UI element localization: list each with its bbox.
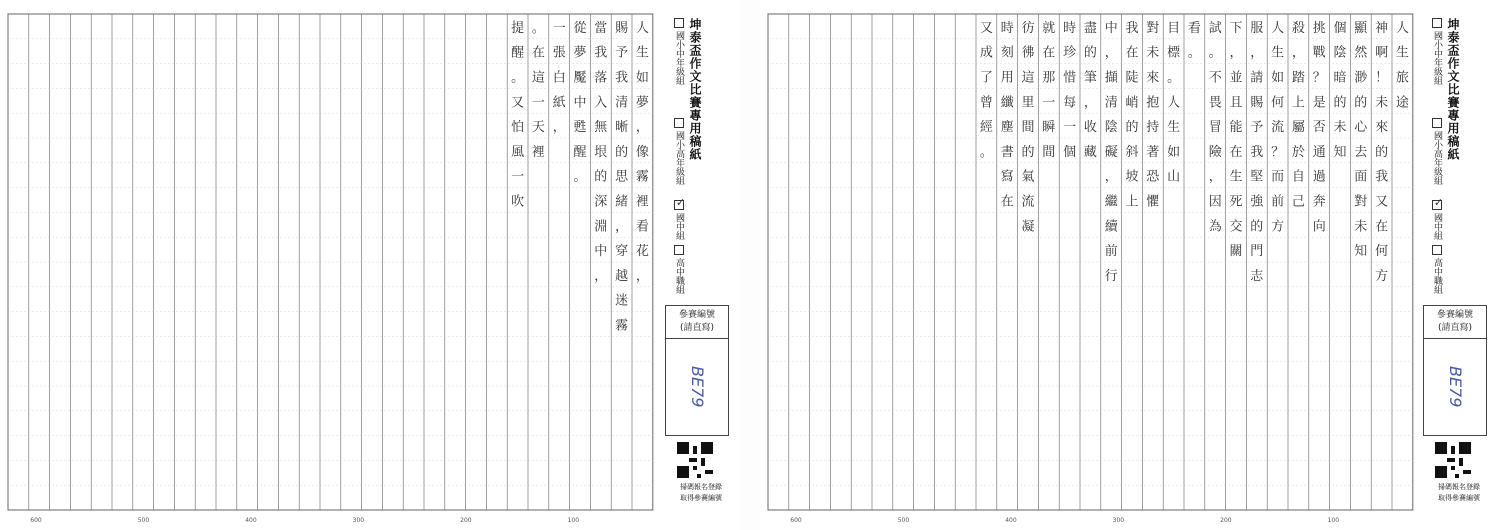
- checkbox-icon[interactable]: [1432, 118, 1442, 128]
- handwritten-char: 的: [1250, 219, 1264, 235]
- handwritten-char: 曾: [979, 95, 993, 111]
- handwritten-char: 迷: [615, 293, 629, 309]
- handwritten-char: 這: [531, 70, 545, 86]
- handwritten-char: 予: [1250, 120, 1264, 136]
- handwritten-char: ，: [635, 268, 649, 284]
- handwritten-char: 堅: [1250, 169, 1264, 185]
- handwritten-char: 時: [1000, 20, 1014, 36]
- option-middle-school[interactable]: ✓國中組: [673, 200, 686, 240]
- handwritten-char: 塵: [1000, 120, 1014, 136]
- handwritten-char: 予: [615, 45, 629, 61]
- handwritten-char: 甦: [573, 120, 587, 136]
- character-count-tick: 300: [352, 517, 365, 524]
- handwritten-char: 持: [1146, 120, 1160, 136]
- entry-number-label: 參賽編號: [678, 310, 715, 320]
- handwritten-char: 對: [1146, 20, 1160, 36]
- handwritten-char: 經: [979, 120, 993, 136]
- handwritten-char: 從: [573, 20, 587, 36]
- handwritten-char: 天: [531, 120, 545, 136]
- handwritten-char: 裡: [531, 144, 545, 160]
- handwritten-char: 的: [1375, 144, 1389, 160]
- handwritten-char: 像: [635, 144, 649, 160]
- character-count-tick: 500: [137, 517, 150, 524]
- handwritten-char: 交: [1229, 219, 1243, 235]
- handwritten-char: 一: [552, 20, 566, 36]
- handwritten-char: 。: [979, 144, 993, 160]
- handwritten-char: 是: [1312, 95, 1326, 111]
- handwritten-char: 又: [1375, 194, 1389, 210]
- handwritten-char: 氣: [1021, 169, 1035, 185]
- handwritten-char: ，: [635, 120, 649, 136]
- handwritten-char: 如: [635, 70, 649, 86]
- handwritten-char: 人: [1271, 20, 1285, 36]
- handwritten-char: 寫: [1000, 169, 1014, 185]
- handwritten-char: ？: [1312, 70, 1326, 86]
- handwritten-char: 魘: [573, 70, 587, 86]
- handwritten-char: 著: [1146, 144, 1160, 160]
- handwritten-char: 中: [594, 244, 608, 260]
- handwritten-char: 書: [1000, 144, 1014, 160]
- handwritten-char: 未: [1333, 120, 1347, 136]
- qr-code-icon: [677, 442, 713, 478]
- entry-number-hint: (請直寫): [1437, 323, 1473, 333]
- handwritten-char: 刻: [1000, 45, 1014, 61]
- handwritten-char: 就: [1042, 20, 1056, 36]
- handwritten-char: 死: [1229, 194, 1243, 210]
- option-junior-high[interactable]: 國小高年級組: [673, 118, 686, 185]
- checkbox-icon[interactable]: [674, 245, 684, 255]
- handwritten-char: 的: [1125, 120, 1139, 136]
- writing-grid-right: [760, 0, 1423, 530]
- handwritten-char: 落: [594, 70, 608, 86]
- handwritten-char: 一: [1042, 95, 1056, 111]
- handwritten-char: 霧: [635, 169, 649, 185]
- handwritten-char: 殺: [1291, 20, 1305, 36]
- handwritten-char: 畏: [1208, 95, 1222, 111]
- handwritten-char: 看: [635, 219, 649, 235]
- entry-number-box: [1423, 305, 1487, 436]
- handwritten-char: 踏: [1291, 70, 1305, 86]
- handwritten-char: 的: [1021, 144, 1035, 160]
- handwritten-char: 方: [1271, 219, 1285, 235]
- handwritten-char: 知: [1333, 144, 1347, 160]
- handwritten-char: 來: [1146, 70, 1160, 86]
- handwritten-char: 屬: [1291, 120, 1305, 136]
- handwritten-char: 淵: [594, 219, 608, 235]
- handwritten-char: 目: [1167, 20, 1181, 36]
- handwritten-char: 挑: [1312, 20, 1326, 36]
- handwritten-char: 未: [1354, 219, 1368, 235]
- handwritten-char: 向: [1312, 219, 1326, 235]
- form-title: 坤泰盃作文比賽專用稿紙: [1446, 18, 1460, 161]
- handwritten-char: 用: [1000, 70, 1014, 86]
- handwritten-char: 生: [1229, 169, 1243, 185]
- character-count-tick: 400: [1005, 517, 1017, 524]
- handwritten-char: 於: [1291, 144, 1305, 160]
- handwritten-char: 戰: [1312, 45, 1326, 61]
- handwritten-char: 我: [615, 70, 629, 86]
- handwritten-char: 。: [1187, 45, 1201, 61]
- handwritten-char: 花: [635, 244, 649, 260]
- handwritten-char: 流: [1021, 194, 1035, 210]
- handwritten-char: 的: [1354, 95, 1368, 111]
- handwritten-char: 中: [573, 95, 587, 111]
- handwritten-char: 渺: [1354, 70, 1368, 86]
- entry-number-value: BE79: [688, 366, 707, 408]
- handwritten-char: 陰: [1104, 120, 1118, 136]
- handwritten-char: 個: [1333, 20, 1347, 36]
- qr-caption: 掃碼報名登錄 取得參賽編號: [680, 483, 722, 502]
- writing-grid-left: [0, 0, 665, 530]
- handwritten-char: 面: [1354, 169, 1368, 185]
- character-count-tick: 500: [897, 517, 910, 524]
- page-gutter: [740, 0, 760, 530]
- handwritten-char: ，: [615, 219, 629, 235]
- handwritten-char: 夢: [573, 45, 587, 61]
- handwritten-char: 生: [1395, 45, 1409, 61]
- handwritten-char: 能: [1229, 120, 1243, 136]
- handwritten-char: 霧: [615, 318, 629, 334]
- handwritten-char: ，: [594, 268, 608, 284]
- handwritten-char: 門: [1250, 244, 1264, 260]
- handwritten-char: 。: [531, 20, 545, 36]
- handwritten-char: 看: [1187, 20, 1201, 36]
- handwritten-char: 人: [1395, 20, 1409, 36]
- handwritten-char: 標: [1167, 45, 1181, 61]
- handwritten-char: 在: [1375, 219, 1389, 235]
- handwritten-char: 山: [1167, 169, 1181, 185]
- handwritten-char: 如: [1167, 144, 1181, 160]
- handwritten-char: 彿: [1021, 45, 1035, 61]
- handwritten-char: 強: [1250, 194, 1264, 210]
- handwritten-char: ！: [1375, 70, 1389, 86]
- handwritten-char: 藏: [1083, 144, 1097, 160]
- handwritten-char: 並: [1229, 70, 1243, 86]
- handwritten-char: 通: [1312, 144, 1326, 160]
- handwritten-char: 下: [1229, 20, 1243, 36]
- handwritten-char: 中: [1104, 20, 1118, 36]
- handwritten-char: 間: [1042, 144, 1056, 160]
- handwritten-char: 奔: [1312, 194, 1326, 210]
- handwritten-char: 己: [1291, 194, 1305, 210]
- handwritten-char: 時: [1063, 20, 1077, 36]
- handwritten-char: 關: [1229, 244, 1243, 260]
- handwritten-char: 間: [1021, 120, 1035, 136]
- handwritten-char: 啊: [1375, 45, 1389, 61]
- handwritten-char: 夢: [635, 95, 649, 111]
- entry-number-hint: (請直寫): [679, 323, 715, 333]
- handwritten-char: 繼: [1104, 194, 1118, 210]
- handwritten-char: 知: [1354, 244, 1368, 260]
- option-junior-high[interactable]: 國小高年級組: [1431, 118, 1444, 185]
- handwritten-char: 彷: [1021, 20, 1035, 36]
- option-high-school[interactable]: 高中職組: [673, 245, 686, 294]
- handwritten-char: 前: [1104, 244, 1118, 260]
- handwritten-char: 續: [1104, 219, 1118, 235]
- handwritten-char: 恐: [1146, 169, 1160, 185]
- handwritten-char: ，: [1291, 45, 1305, 61]
- handwritten-char: 又: [979, 20, 993, 36]
- checkbox-checked-icon[interactable]: [1432, 200, 1442, 210]
- handwritten-char: 穿: [615, 244, 629, 260]
- handwritten-char: 。: [511, 70, 525, 86]
- form-sidebar-right: [1423, 10, 1493, 525]
- handwritten-char: 試: [1208, 20, 1222, 36]
- handwritten-char: 珍: [1063, 45, 1077, 61]
- handwritten-char: 清: [1104, 95, 1118, 111]
- character-count-tick: 300: [1112, 517, 1125, 524]
- option-junior-mid[interactable]: 國小中年級組: [673, 18, 686, 85]
- handwritten-char: 入: [594, 95, 608, 111]
- character-count-tick: 400: [245, 517, 257, 524]
- handwritten-char: 在: [1000, 194, 1014, 210]
- handwritten-char: 在: [1042, 45, 1056, 61]
- handwritten-char: 惜: [1063, 70, 1077, 86]
- handwritten-char: 峭: [1125, 95, 1139, 111]
- handwritten-char: 斜: [1125, 144, 1139, 160]
- handwritten-char: 方: [1375, 268, 1389, 284]
- handwritten-char: 且: [1229, 95, 1243, 111]
- handwritten-char: ，: [1104, 169, 1118, 185]
- handwritten-char: 一: [1063, 120, 1077, 136]
- handwritten-char: 不: [1208, 70, 1222, 86]
- handwritten-char: 冒: [1208, 120, 1222, 136]
- handwritten-char: 志: [1250, 268, 1264, 284]
- handwritten-char: 了: [979, 70, 993, 86]
- character-count-tick: 100: [567, 517, 580, 524]
- handwritten-char: 因: [1208, 194, 1222, 210]
- character-count-tick: 200: [1220, 517, 1232, 524]
- checkbox-icon[interactable]: [1432, 245, 1442, 255]
- handwritten-char: 凝: [1021, 219, 1035, 235]
- handwritten-char: 垠: [594, 144, 608, 160]
- handwritten-char: 流: [1271, 120, 1285, 136]
- handwritten-char: 的: [1333, 95, 1347, 111]
- handwritten-char: 緒: [615, 194, 629, 210]
- handwritten-char: 人: [1167, 95, 1181, 111]
- entry-number-label: 參賽編號: [1436, 310, 1473, 320]
- handwritten-char: 又: [511, 95, 525, 111]
- character-count-tick: 100: [1327, 517, 1340, 524]
- handwritten-char: 生: [635, 45, 649, 61]
- handwritten-char: 收: [1083, 120, 1097, 136]
- option-high-school[interactable]: 高中職組: [1431, 245, 1444, 294]
- handwritten-char: 我: [1375, 169, 1389, 185]
- handwritten-char: 我: [1250, 144, 1264, 160]
- handwritten-char: 如: [1271, 70, 1285, 86]
- handwritten-char: 神: [1375, 20, 1389, 36]
- handwritten-char: 的: [1083, 45, 1097, 61]
- handwritten-char: ？: [1271, 144, 1285, 160]
- handwritten-char: ，: [552, 120, 566, 136]
- handwritten-char: 怕: [511, 120, 525, 136]
- handwritten-char: ，: [1229, 45, 1243, 61]
- handwritten-char: 越: [615, 268, 629, 284]
- handwritten-char: 請: [1250, 70, 1264, 86]
- handwritten-char: 抱: [1146, 95, 1160, 111]
- handwritten-char: 張: [552, 45, 566, 61]
- handwritten-char: 我: [594, 45, 608, 61]
- composition-sheet-left: [0, 0, 740, 530]
- handwritten-char: 筆: [1083, 70, 1097, 86]
- entry-number-box: [665, 305, 729, 436]
- checkbox-icon[interactable]: [674, 18, 684, 28]
- handwritten-char: 那: [1042, 70, 1056, 86]
- handwritten-char: 前: [1271, 194, 1285, 210]
- handwritten-char: 去: [1354, 144, 1368, 160]
- qr-code-icon: [1435, 442, 1471, 478]
- handwritten-char: 無: [594, 120, 608, 136]
- handwritten-char: 在: [1125, 45, 1139, 61]
- handwritten-char: 擷: [1104, 70, 1118, 86]
- handwritten-char: 服: [1250, 20, 1264, 36]
- handwritten-char: 生: [1271, 45, 1285, 61]
- handwritten-char: 纖: [1000, 95, 1014, 111]
- checkbox-icon[interactable]: [674, 118, 684, 128]
- handwritten-char: 清: [615, 95, 629, 111]
- handwritten-char: 旅: [1395, 70, 1409, 86]
- handwritten-char: ，: [1208, 169, 1222, 185]
- handwritten-char: 風: [511, 144, 525, 160]
- handwritten-char: 險: [1208, 144, 1222, 160]
- handwritten-char: 醒: [511, 45, 525, 61]
- handwritten-char: 在: [531, 45, 545, 61]
- handwritten-char: ，: [1104, 45, 1118, 61]
- handwritten-char: 而: [1271, 169, 1285, 185]
- handwritten-char: 賜: [615, 20, 629, 36]
- handwritten-char: 成: [979, 45, 993, 61]
- handwritten-char: 為: [1208, 219, 1222, 235]
- handwritten-char: 個: [1063, 144, 1077, 160]
- handwritten-char: 當: [594, 20, 608, 36]
- handwritten-char: 在: [1229, 144, 1243, 160]
- handwritten-char: 陰: [1333, 45, 1347, 61]
- handwritten-char: 一: [511, 169, 525, 185]
- handwritten-char: 未: [1146, 45, 1160, 61]
- option-middle-school[interactable]: ✓國中組: [1431, 200, 1444, 240]
- composition-sheet-right: [760, 0, 1500, 530]
- handwritten-char: 白: [552, 70, 566, 86]
- handwritten-char: ，: [1083, 95, 1097, 111]
- handwritten-char: 賜: [1250, 95, 1264, 111]
- handwritten-char: 。: [1208, 45, 1222, 61]
- form-title: 坤泰盃作文比賽專用稿紙: [688, 18, 702, 161]
- handwritten-char: 來: [1375, 120, 1389, 136]
- handwritten-char: 暗: [1333, 70, 1347, 86]
- handwritten-char: 然: [1354, 45, 1368, 61]
- handwritten-char: 瞬: [1042, 120, 1056, 136]
- handwritten-char: 生: [1167, 120, 1181, 136]
- handwritten-char: 途: [1395, 95, 1409, 111]
- handwritten-char: 否: [1312, 120, 1326, 136]
- handwritten-char: 懼: [1146, 194, 1160, 210]
- entry-number-value: BE79: [1446, 366, 1465, 408]
- handwritten-char: 何: [1375, 244, 1389, 260]
- handwritten-char: 陡: [1125, 70, 1139, 86]
- handwritten-char: ，: [1250, 45, 1264, 61]
- handwritten-char: 。: [1167, 70, 1181, 86]
- handwritten-char: 對: [1354, 194, 1368, 210]
- handwritten-char: 晰: [615, 120, 629, 136]
- option-junior-mid[interactable]: 國小中年級組: [1431, 18, 1444, 85]
- handwritten-char: 一: [531, 95, 545, 111]
- handwritten-char: 吹: [511, 194, 525, 210]
- character-count-tick: 600: [30, 517, 42, 524]
- handwritten-char: 裡: [635, 194, 649, 210]
- qr-caption: 掃碼報名登錄 取得參賽編號: [1438, 483, 1480, 502]
- handwritten-char: 上: [1125, 194, 1139, 210]
- handwritten-char: 人: [635, 20, 649, 36]
- handwritten-char: 的: [615, 144, 629, 160]
- handwritten-char: 里: [1021, 95, 1035, 111]
- checkbox-checked-icon[interactable]: [674, 200, 684, 210]
- handwritten-char: 這: [1021, 70, 1035, 86]
- handwritten-char: 顯: [1354, 20, 1368, 36]
- handwritten-char: 過: [1312, 169, 1326, 185]
- handwritten-char: 每: [1063, 95, 1077, 111]
- handwritten-char: 深: [594, 194, 608, 210]
- character-count-tick: 600: [790, 517, 802, 524]
- handwritten-char: 行: [1104, 268, 1118, 284]
- handwritten-char: 自: [1291, 169, 1305, 185]
- handwritten-char: 坡: [1125, 169, 1139, 185]
- handwritten-char: 思: [615, 169, 629, 185]
- handwritten-char: 紙: [552, 95, 566, 111]
- handwritten-char: 何: [1271, 95, 1285, 111]
- handwritten-char: 醒: [573, 144, 587, 160]
- checkbox-icon[interactable]: [1432, 18, 1442, 28]
- handwritten-char: 礙: [1104, 144, 1118, 160]
- handwritten-char: 未: [1375, 95, 1389, 111]
- handwritten-char: 。: [573, 169, 587, 185]
- handwritten-char: 的: [594, 169, 608, 185]
- handwritten-char: 提: [511, 20, 525, 36]
- handwritten-char: 心: [1354, 120, 1368, 136]
- handwritten-char: 盡: [1083, 20, 1097, 36]
- handwritten-char: 我: [1125, 20, 1139, 36]
- form-sidebar-left: [665, 10, 735, 525]
- handwritten-char: 上: [1291, 95, 1305, 111]
- character-count-tick: 200: [460, 517, 472, 524]
